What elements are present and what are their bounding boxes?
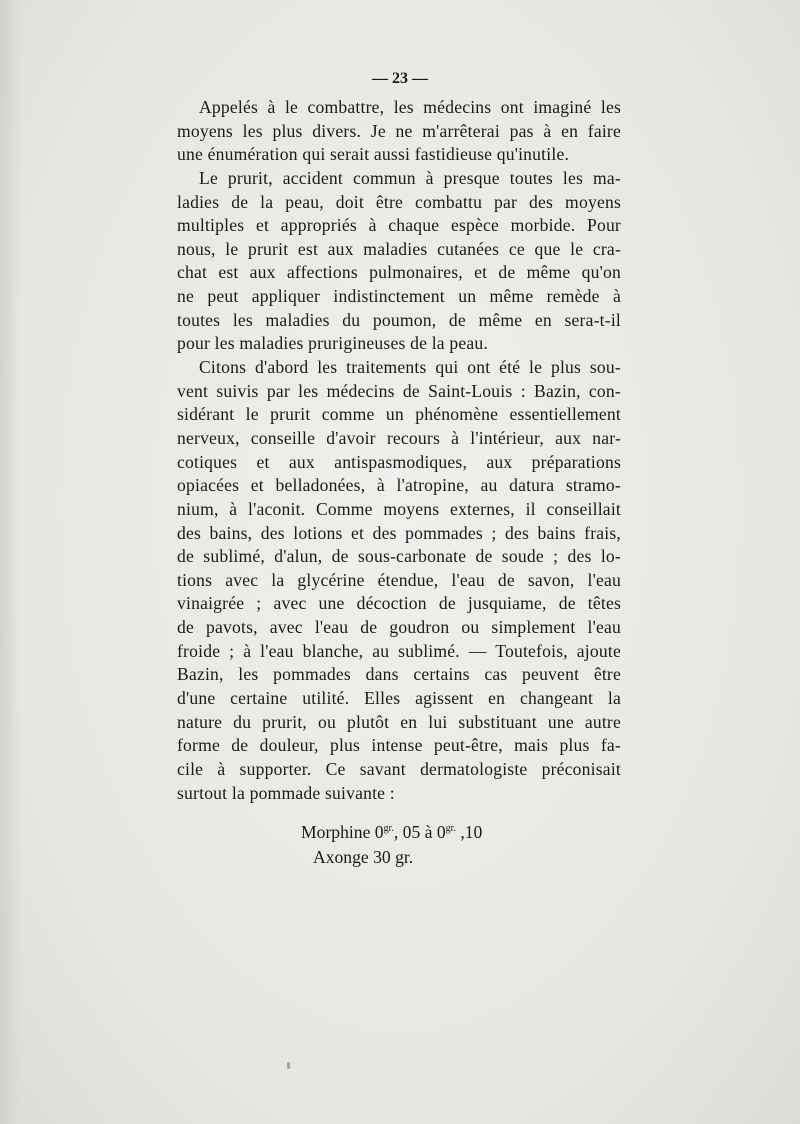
text-line: nium, à l'aconit. Comme moyens externes, il conseillait bbox=[177, 498, 621, 519]
text-line: ladies de la peau, doit être combattu par des moyens bbox=[177, 191, 621, 212]
ink-speck bbox=[287, 1062, 290, 1069]
text-line: nerveux, conseille d'avoir recours à l'intérieur, aux nar- bbox=[177, 427, 621, 448]
text-line: Bazin, les pommades dans certains cas peuvent être bbox=[177, 664, 621, 685]
formula-line-axonge: Axonge 30 gr. bbox=[313, 847, 414, 867]
text-line: d'une certaine utilité. Elles agissent en changeant la bbox=[177, 688, 621, 709]
paragraph-1 bbox=[177, 96, 621, 167]
text-line: nature du prurit, ou plutôt en lui substituant une autre bbox=[177, 711, 621, 732]
text-line: de pavots, avec l'eau de goudron ou simplement l'eau bbox=[177, 617, 621, 638]
text-line: toutes les maladies du poumon, de même en sera-t-il bbox=[177, 309, 621, 330]
text-line: Le prurit, accident commun à presque toutes les ma- bbox=[199, 167, 621, 188]
text-line: surtout la pommade suivante : bbox=[177, 782, 395, 803]
page-number: — 23 — bbox=[372, 70, 428, 87]
text-line: nous, le prurit est aux maladies cutanées ce que le cra- bbox=[177, 238, 621, 259]
body-text bbox=[177, 96, 621, 805]
text-line: une énumération qui serait aussi fastidieuse qu'inutile. bbox=[177, 144, 570, 165]
formula-unit: gr. bbox=[383, 823, 394, 835]
text-line: Citons d'abord les traitements qui ont été le plus sou- bbox=[199, 357, 621, 378]
text-line: vinaigrée ; avec une décoction de jusquiame, de têtes bbox=[177, 593, 621, 614]
paragraph-3 bbox=[177, 356, 621, 805]
text-line: chat est aux affections pulmonaires, et de même qu'on bbox=[177, 262, 621, 283]
text-line: opiacées et belladonées, à l'atropine, au datura stramo- bbox=[177, 475, 621, 496]
text-line: froide ; à l'eau blanche, au sublimé. — Toutefois, ajoute bbox=[177, 640, 621, 661]
text-line: forme de douleur, plus intense peut-être, mais plus fa- bbox=[177, 735, 621, 756]
formula-unit: gr. bbox=[445, 823, 456, 835]
text-line: cotiques et aux antispasmodiques, aux préparations bbox=[177, 451, 621, 472]
text-line: moyens les plus divers. Je ne m'arrêterai pas à en faire bbox=[177, 120, 621, 141]
text-line: multiples et appropriés à chaque espèce morbide. Pour bbox=[177, 215, 621, 236]
paragraph-2 bbox=[177, 167, 621, 356]
formula-text: , 05 à 0 bbox=[393, 822, 446, 842]
formula-text: Morphine 0 bbox=[301, 822, 384, 842]
page-edge-shadow bbox=[0, 0, 20, 1124]
text-line: cile à supporter. Ce savant dermatologiste préconisait bbox=[177, 758, 621, 779]
formula-text: ,10 bbox=[455, 822, 483, 842]
text-line: tions avec la glycérine étendue, l'eau de savon, l'eau bbox=[177, 569, 621, 590]
text-line: Appelés à le combattre, les médecins ont imaginé les bbox=[199, 97, 621, 117]
text-line: des bains, des lotions et des pommades ; des bains frais, bbox=[177, 522, 621, 543]
text-line: sidérant le prurit comme un phénomène essentiellement bbox=[177, 404, 621, 425]
text-line: de sublimé, d'alun, de sous-carbonate de soude ; des lo- bbox=[177, 546, 621, 567]
text-line: ne peut appliquer indistinctement un même remède à bbox=[177, 286, 621, 307]
formula-line-morphine bbox=[301, 822, 482, 843]
text-line: pour les maladies prurigineuses de la peau. bbox=[177, 333, 489, 354]
text-line: vent suivis par les médecins de Saint-Louis : Bazin, con- bbox=[177, 380, 621, 401]
